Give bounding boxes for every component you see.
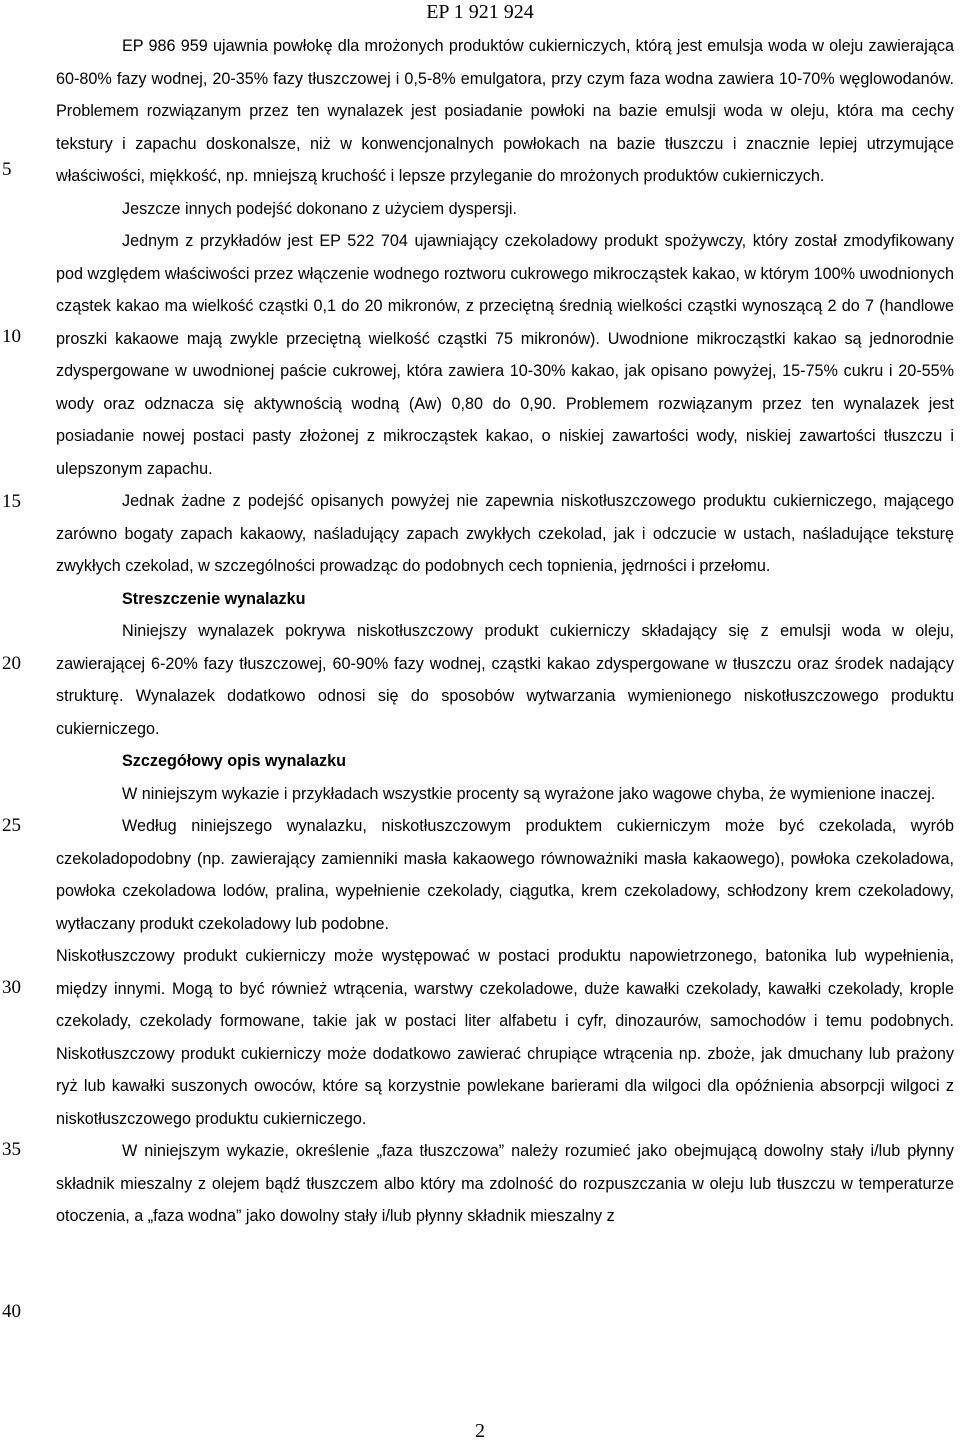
- paragraph-prior-art-ep522704: Jednym z przykładów jest EP 522 704 ujawniający czekoladowy produkt spożywczy, który został zmodyfikowany pod względem właściwości przez włączenie wodnego roztworu cukrowego mikrocząstek kakao, w którym 100% uwodnionych cząstek kakao ma wielkość cząstki 0,1 do 20 mikronów, z przeciętną średnią wielkości cząstki wynoszącą 2 do 7 (handlowe proszki kakaowe mają zwykle przeciętną wielkość cząstki 75 mikronów). Uwodnione mikrocząstki kakao są jednorodnie zdyspergowane w uwodnionej paście cukrowej, która zawiera 10-30% kakao, jak opisano powyżej, 15-75% cukru i 20-55% wody oraz odznacza się aktywnością wodną (Aw) 0,80 do 0,90. Problemem rozwiązanym przez ten wynalazek jest posiadanie nowej postaci pasty złożonej z mikrocząstek kakao, o niskiej zawartości wody, niskiej zawartości tłuszczu i ulepszonym zapachu.: [56, 232, 954, 478]
- line-number-10: 10: [2, 326, 21, 347]
- line-number-20: 20: [2, 653, 21, 674]
- line-number-30: 30: [2, 977, 21, 998]
- line-number-5: 5: [2, 159, 12, 180]
- paragraph-dispersions: Jeszcze innych podejść dokonano z użyciem dyspersji.: [122, 199, 517, 218]
- document-number: EP 1 921 924: [426, 1, 534, 23]
- line-number-25: 25: [2, 815, 21, 836]
- heading-detailed-description: Szczegółowy opis wynalazku: [122, 752, 346, 770]
- page-number: 2: [475, 1420, 485, 1442]
- heading-summary: Streszczenie wynalazku: [122, 589, 306, 608]
- paragraph-problem-statement: Jednak żadne z podejść opisanych powyżej nie zapewnia niskotłuszczowego produktu cukierniczego, mającego zarówno bogaty zapach kakaowy, naśladujący zapach zwykłych czekolad, jak i odczucie w ustach, naśladujące teksturę zwykłych czekolad, w szczególności prowadząc do podobnych cech topnienia, jędrności i przełomu.: [56, 492, 954, 575]
- line-number-40: 40: [2, 1301, 21, 1322]
- document-body: [56, 30, 954, 1233]
- paragraph-percentages: W niniejszym wykazie i przykładach wszystkie procenty są wyrażone jako wagowe chyba, że wymienione inaczej.: [122, 784, 936, 803]
- paragraph-prior-art-ep986959: EP 986 959 ujawnia powłokę dla mrożonych produktów cukierniczych, którą jest emulsja woda w oleju zawierająca 60-80% fazy wodnej, 20-35% fazy tłuszczowej i 0,5-8% emulgatora, przy czym faza wodna zawiera 10-70% węglowodanów. Problemem rozwiązanym przez ten wynalazek jest posiadanie powłoki na bazie emulsji woda w oleju, która ma cechy tekstury i zapachu doskonalsze, niż w konwencjonalnych powłokach na bazie tłuszczu i znacznie lepiej utrzymujące właściwości, miękkość, np. mniejszą kruchość i lepsze przyleganie do mrożonych produktów cukierniczych.: [56, 37, 954, 185]
- paragraph-product-types: Według niniejszego wynalazku, niskotłuszczowym produktem cukierniczym może być czekolada, wyrób czekoladopodobny (np. zawierający zamienniki masła kakaowego równoważniki masła kakaowego), powłoka czekoladowa, powłoka czekoladowa lodów, pralina, wypełnienie czekolady, ciągutka, krem czekoladowy, schłodzony krem czekoladowy, wytłaczany produkt czekoladowy lub podobne.: [56, 817, 954, 933]
- paragraph-product-forms: Niskotłuszczowy produkt cukierniczy może występować w postaci produktu napowietrzonego, batonika lub wypełnienia, między innymi. Mogą to być również wtrącenia, warstwy czekoladowe, duże kawałki czekolady, kawałki czekolady, krople czekolady, czekolady formowane, takie jak w postaci liter alfabetu i cyfr, dinozaurów, samochodów i temu podobnych. Niskotłuszczowy produkt cukierniczy może dodatkowo zawierać chrupiące wtrącenia np. zboże, jak dmuchany lub prażony ryż lub kawałki suszonych owoców, które są korzystnie powlekane barierami dla wilgoci dla opóźnienia absorpcji wilgoci z niskotłuszczowego produktu cukierniczego.: [56, 947, 954, 1128]
- paragraph-fat-phase-definition: W niniejszym wykazie, określenie „faza tłuszczowa” należy rozumieć jako obejmującą dowolny stały i/lub płynny składnik mieszalny z olejem bądź tłuszczem albo który ma zdolność do rozpuszczania w oleju lub tłuszczu w temperaturze otoczenia, a „faza wodna” jako dowolny stały i/lub płynny składnik mieszalny z: [56, 1142, 954, 1225]
- paragraph-summary: Niniejszy wynalazek pokrywa niskotłuszczowy produkt cukierniczy składający się z emulsji woda w oleju, zawierającej 6-20% fazy tłuszczowej, 60-90% fazy wodnej, cząstki kakao zdyspergowane w tłuszczu oraz środek nadający strukturę. Wynalazek dodatkowo odnosi się do sposobów wytwarzania wymienionego niskotłuszczowego produktu cukierniczego.: [56, 622, 954, 738]
- line-number-35: 35: [2, 1139, 21, 1160]
- line-number-15: 15: [2, 491, 21, 512]
